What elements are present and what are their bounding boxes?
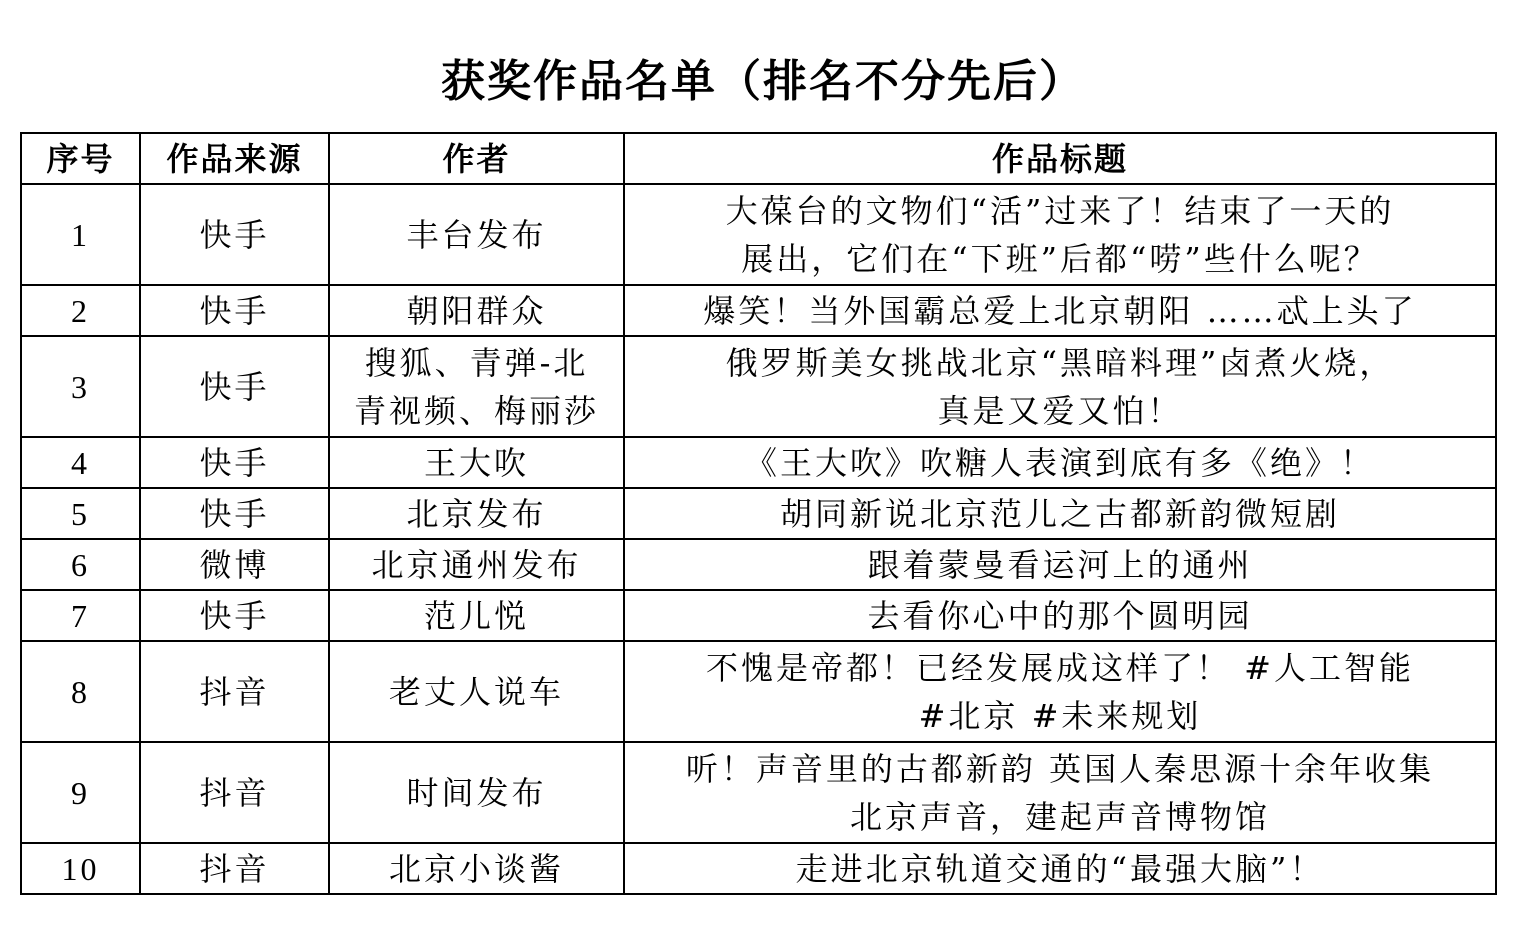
- cell-source: 快手: [140, 184, 329, 285]
- title-line: 走进北京轨道交通的“最强大脑”！: [795, 849, 1325, 888]
- cell-num: 9: [21, 742, 140, 843]
- cell-work-title: [624, 285, 1496, 336]
- cell-author: 王大吹: [329, 437, 624, 488]
- cell-source: 抖音: [140, 843, 329, 894]
- table-row: [21, 742, 1496, 843]
- title-line: 北京声音，建起声音博物馆: [849, 797, 1270, 836]
- cell-source: 快手: [140, 285, 329, 336]
- cell-num: 2: [21, 285, 140, 336]
- table-row: [21, 184, 1496, 285]
- cell-author: [329, 336, 624, 437]
- table-row: [21, 641, 1496, 742]
- cell-source: 快手: [140, 488, 329, 539]
- cell-author: 北京通州发布: [329, 539, 624, 590]
- title-line: 胡同新说北京范儿之古都新韵微短剧: [779, 494, 1340, 533]
- title-line: 俄罗斯美女挑战北京“黑暗料理”卤煮火烧，: [725, 343, 1395, 382]
- header-author: 作者: [329, 133, 624, 184]
- author-line: 搜狐、青弹-北: [364, 343, 589, 382]
- title-line: 真是又爱又怕！: [937, 391, 1183, 430]
- table-row: [21, 488, 1496, 539]
- table-row: [21, 437, 1496, 488]
- title-line: 展出，它们在“下班”后都“唠”些什么呢？: [741, 239, 1379, 278]
- cell-num: 3: [21, 336, 140, 437]
- table-header-row: [21, 133, 1496, 184]
- table-row: [21, 539, 1496, 590]
- cell-num: 1: [21, 184, 140, 285]
- cell-work-title: [624, 437, 1496, 488]
- cell-work-title: [624, 742, 1496, 843]
- cell-work-title: [624, 184, 1496, 285]
- cell-source: 快手: [140, 437, 329, 488]
- cell-work-title: [624, 641, 1496, 742]
- cell-work-title: [624, 488, 1496, 539]
- cell-work-title: [624, 539, 1496, 590]
- title-line: 《王大吹》吹糖人表演到底有多《绝》！: [744, 443, 1375, 482]
- cell-author: 丰台发布: [329, 184, 624, 285]
- cell-source: 抖音: [140, 641, 329, 742]
- cell-author: 朝阳群众: [329, 285, 624, 336]
- cell-num: 6: [21, 539, 140, 590]
- cell-num: 4: [21, 437, 140, 488]
- table-row: [21, 843, 1496, 894]
- header-num: 序号: [21, 133, 140, 184]
- cell-source: 快手: [140, 590, 329, 641]
- cell-author: 老丈人说车: [329, 641, 624, 742]
- cell-author: 北京发布: [329, 488, 624, 539]
- awards-table: [20, 132, 1497, 895]
- cell-num: 7: [21, 590, 140, 641]
- title-line: 大葆台的文物们“活”过来了！结束了一天的: [725, 191, 1395, 230]
- cell-work-title: [624, 590, 1496, 641]
- cell-source: 快手: [140, 336, 329, 437]
- table-row: [21, 336, 1496, 437]
- author-line: 青视频、梅丽莎: [353, 391, 599, 430]
- title-line: 跟着蒙曼看运河上的通州: [867, 545, 1253, 584]
- cell-author: 北京小谈酱: [329, 843, 624, 894]
- table-row: [21, 285, 1496, 336]
- title-line: #北京 #未来规划: [918, 696, 1202, 735]
- cell-num: 10: [21, 843, 140, 894]
- cell-work-title: [624, 843, 1496, 894]
- cell-num: 5: [21, 488, 140, 539]
- cell-work-title: [624, 336, 1496, 437]
- cell-source: 微博: [140, 539, 329, 590]
- cell-num: 8: [21, 641, 140, 742]
- table-row: [21, 590, 1496, 641]
- cell-author: 范儿悦: [329, 590, 624, 641]
- header-source: 作品来源: [140, 133, 329, 184]
- cell-source: 抖音: [140, 742, 329, 843]
- header-work-title: 作品标题: [624, 133, 1496, 184]
- cell-author: 时间发布: [329, 742, 624, 843]
- title-line: 不愧是帝都！已经发展成这样了！ #人工智能: [706, 648, 1414, 687]
- title-line: 去看你心中的那个圆明园: [867, 596, 1253, 635]
- title-line: 爆笑！当外国霸总爱上北京朝阳 ……忒上头了: [703, 291, 1417, 330]
- title-line: 听！声音里的古都新韵 英国人秦思源十余年收集: [685, 749, 1435, 788]
- page-title: 获奖作品名单（排名不分先后）: [441, 56, 1085, 107]
